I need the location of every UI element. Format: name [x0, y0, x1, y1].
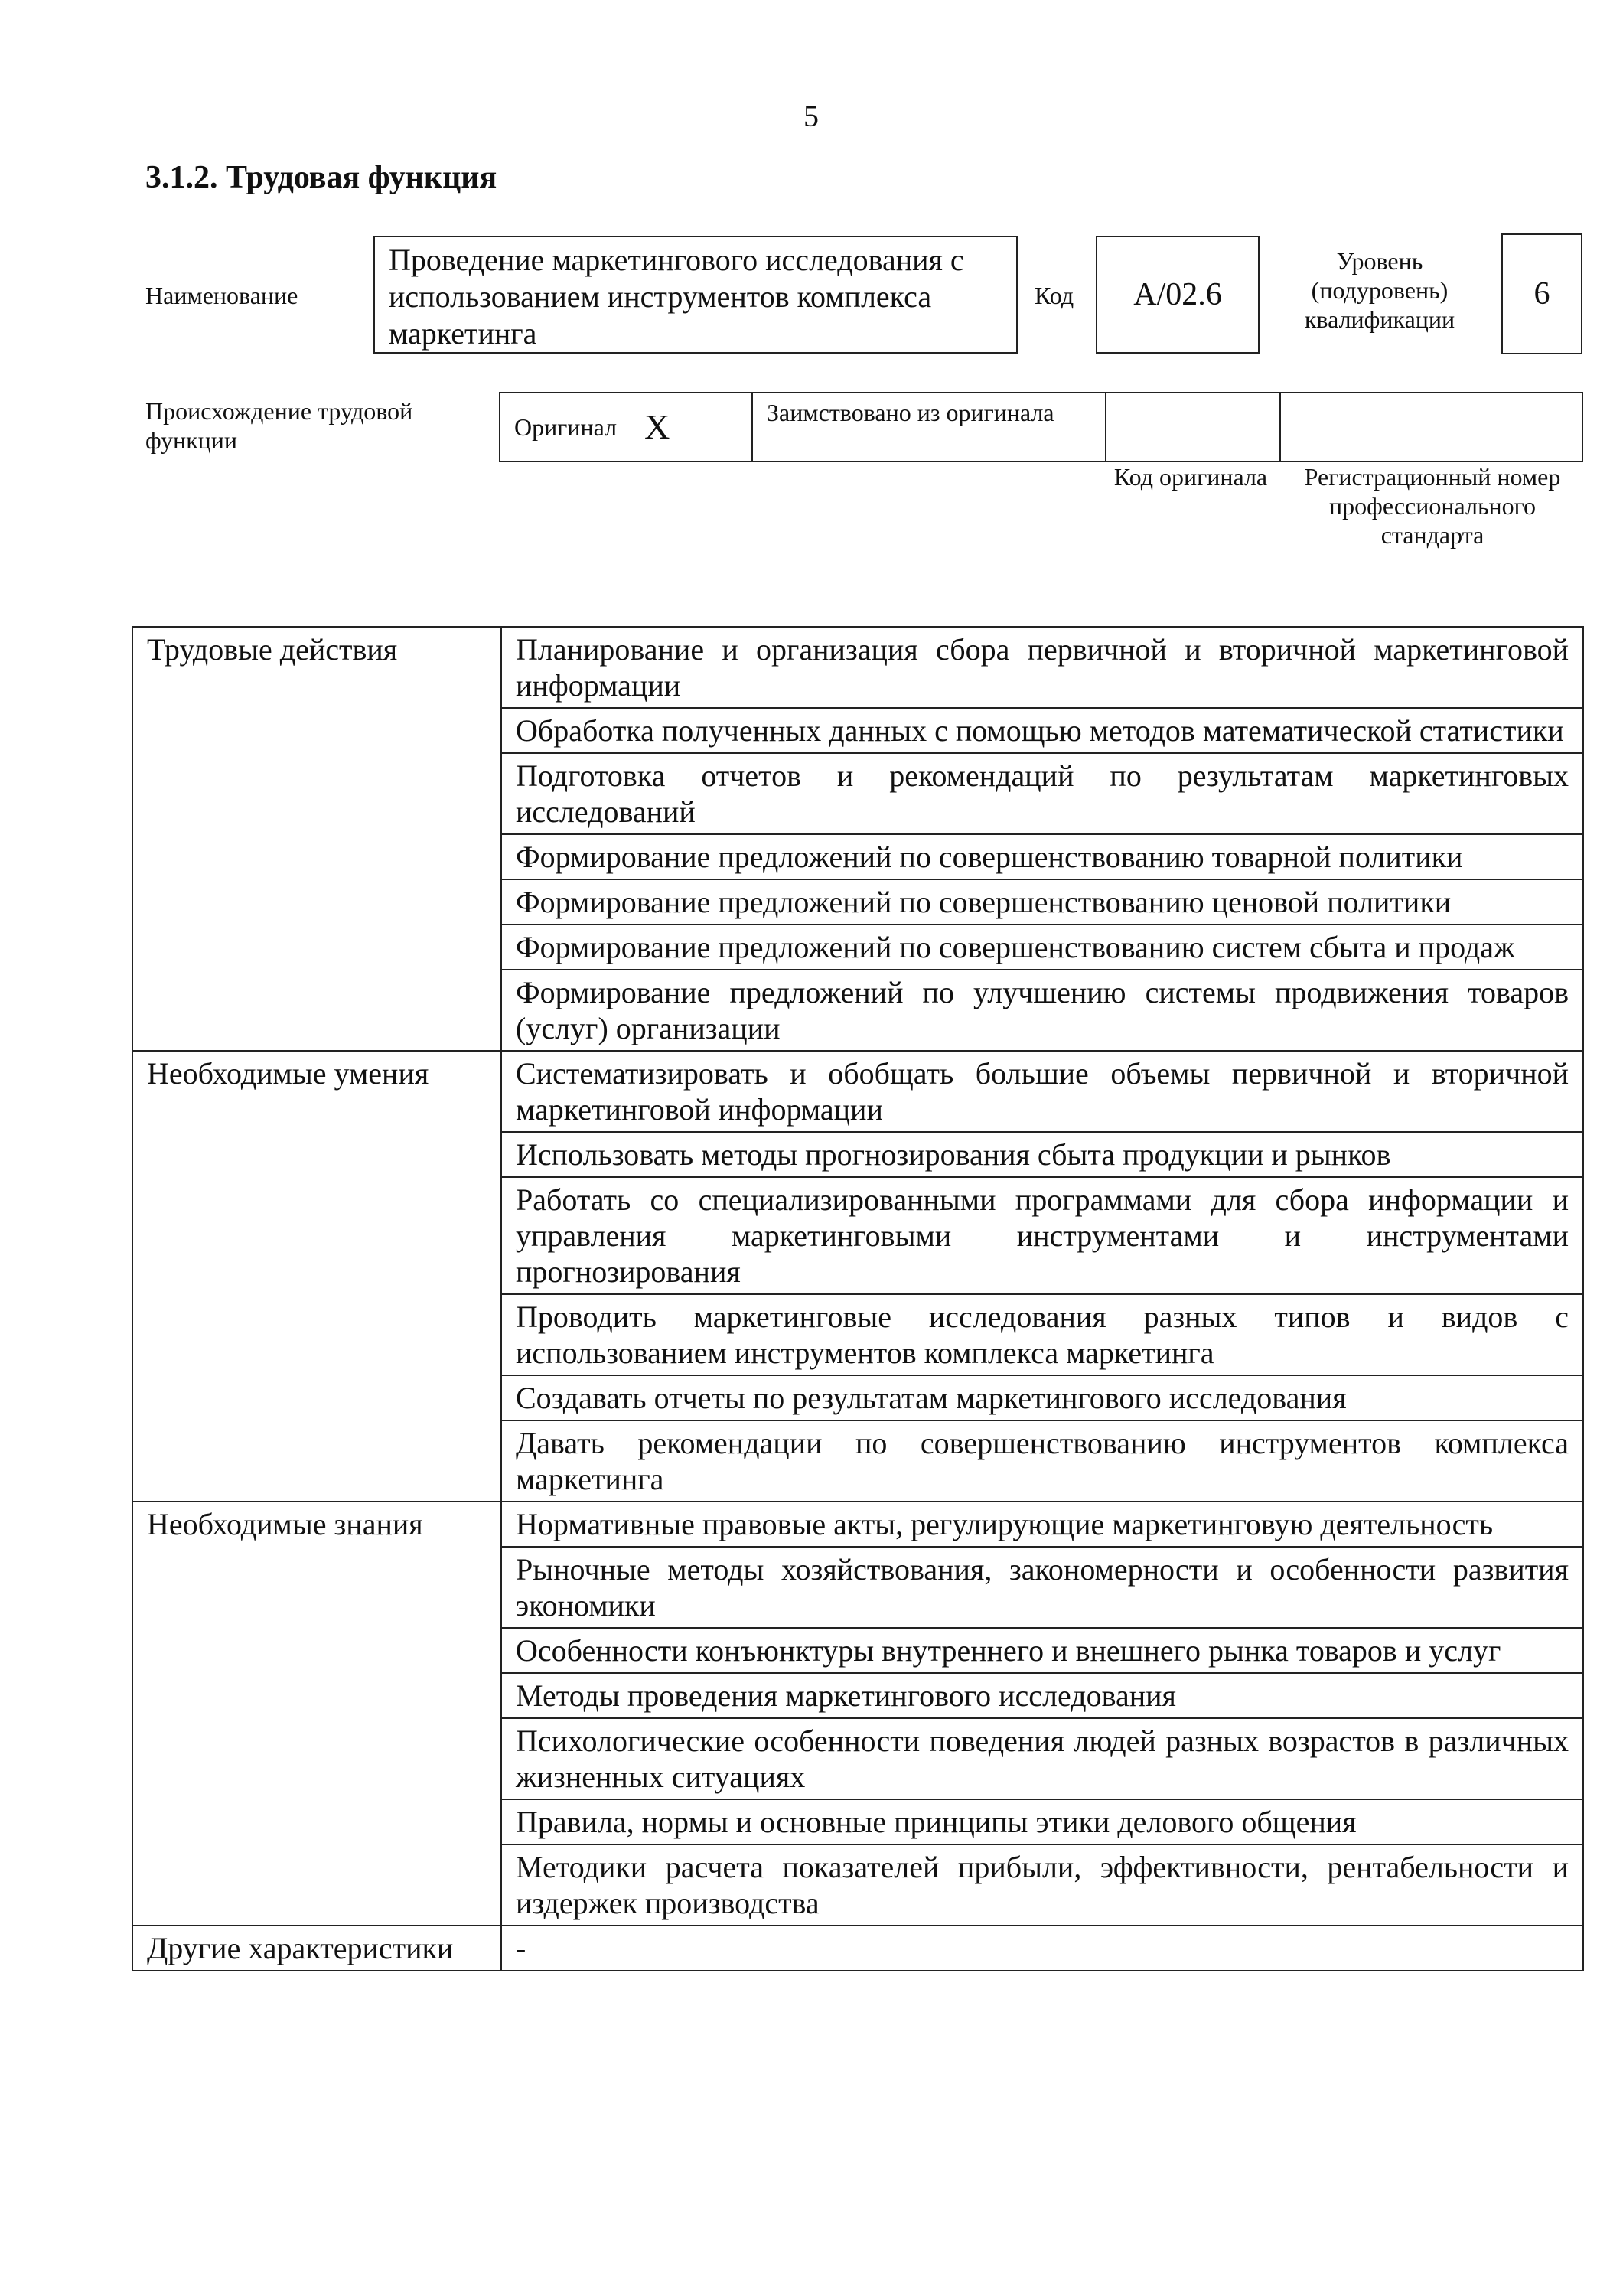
origin-reg-number-cell	[1281, 393, 1582, 461]
table-row	[132, 627, 1583, 708]
qualification-level-label: Уровень (подуровень) квалификации	[1304, 247, 1455, 333]
registration-number-caption: Регистрационный номер профессионального стандарта	[1304, 463, 1561, 549]
skill-item: Проводить маркетинговые исследования разных типов и видов с использованием инструментов комплекса маркетинга	[501, 1294, 1583, 1375]
name-label: Наименование	[145, 282, 298, 309]
skill-item: Давать рекомендации по совершенствованию инструментов комплекса маркетинга	[501, 1420, 1583, 1502]
other-characteristics-label: Другие характеристики	[132, 1926, 501, 1971]
knowledge-item: Особенности конъюнктуры внутреннего и внешнего рынка товаров и услуг	[501, 1628, 1583, 1673]
labor-action-item: Планирование и организация сбора первичной и вторичной маркетинговой информации	[501, 627, 1583, 708]
table-row	[132, 1502, 1583, 1547]
skill-item: Работать со специализированными программами для сбора информации и управления маркетинговыми инструментами и инструментами прогнозирования	[501, 1177, 1583, 1294]
labor-actions-label: Трудовые действия	[132, 627, 501, 1051]
table-row	[132, 1051, 1583, 1132]
origin-code-cell	[1106, 393, 1281, 461]
labor-action-item: Формирование предложений по совершенствованию систем сбыта и продаж	[501, 925, 1583, 970]
qualification-level-box: 6	[1501, 233, 1582, 354]
labor-action-item: Подготовка отчетов и рекомендаций по результатам маркетинговых исследований	[501, 753, 1583, 834]
code-label: Код	[1035, 282, 1074, 309]
knowledge-label: Необходимые знания	[132, 1502, 501, 1926]
labor-action-item: Формирование предложений по совершенствованию товарной политики	[501, 834, 1583, 879]
skill-item: Использовать методы прогнозирования сбыта продукции и рынков	[501, 1132, 1583, 1177]
code-original-caption: Код оригинала	[1113, 463, 1268, 491]
origin-row	[499, 392, 1583, 462]
knowledge-item: Нормативные правовые акты, регулирующие маркетинговую деятельность	[501, 1502, 1583, 1547]
skill-item: Создавать отчеты по результатам маркетингового исследования	[501, 1375, 1583, 1420]
knowledge-item: Правила, нормы и основные принципы этики делового общения	[501, 1799, 1583, 1844]
other-characteristics-value: -	[501, 1926, 1583, 1971]
labor-action-item: Формирование предложений по совершенствованию ценовой политики	[501, 879, 1583, 925]
page-number: 5	[803, 99, 819, 133]
origin-original-mark: X	[644, 407, 670, 446]
knowledge-item: Методики расчета показателей прибыли, эффективности, рентабельности и издержек производства	[501, 1844, 1583, 1926]
knowledge-item: Рыночные методы хозяйствования, закономерности и особенности развития экономики	[501, 1547, 1583, 1628]
function-details-table	[132, 626, 1584, 1971]
origin-label: Происхождение трудовой функции	[145, 397, 413, 454]
knowledge-item: Психологические особенности поведения людей разных возрастов в различных жизненных ситуациях	[501, 1718, 1583, 1799]
labor-action-item: Обработка полученных данных с помощью методов математической статистики	[501, 708, 1583, 753]
knowledge-item: Методы проведения маркетингового исследования	[501, 1673, 1583, 1718]
skill-item: Систематизировать и обобщать большие объемы первичной и вторичной маркетинговой информации	[501, 1051, 1583, 1132]
function-name-box: Проведение маркетингового исследования с использованием инструментов комплекса маркетинга	[373, 236, 1018, 354]
skills-label: Необходимые умения	[132, 1051, 501, 1502]
origin-original-cell	[500, 393, 753, 461]
labor-action-item: Формирование предложений по улучшению системы продвижения товаров (услуг) организации	[501, 970, 1583, 1051]
origin-original-label: Оригинал	[514, 413, 618, 441]
section-title: 3.1.2. Трудовая функция	[145, 160, 497, 195]
function-code-box: A/02.6	[1096, 236, 1260, 354]
table-row	[132, 1926, 1583, 1971]
origin-borrowed-cell: Заимствовано из оригинала	[753, 393, 1106, 461]
